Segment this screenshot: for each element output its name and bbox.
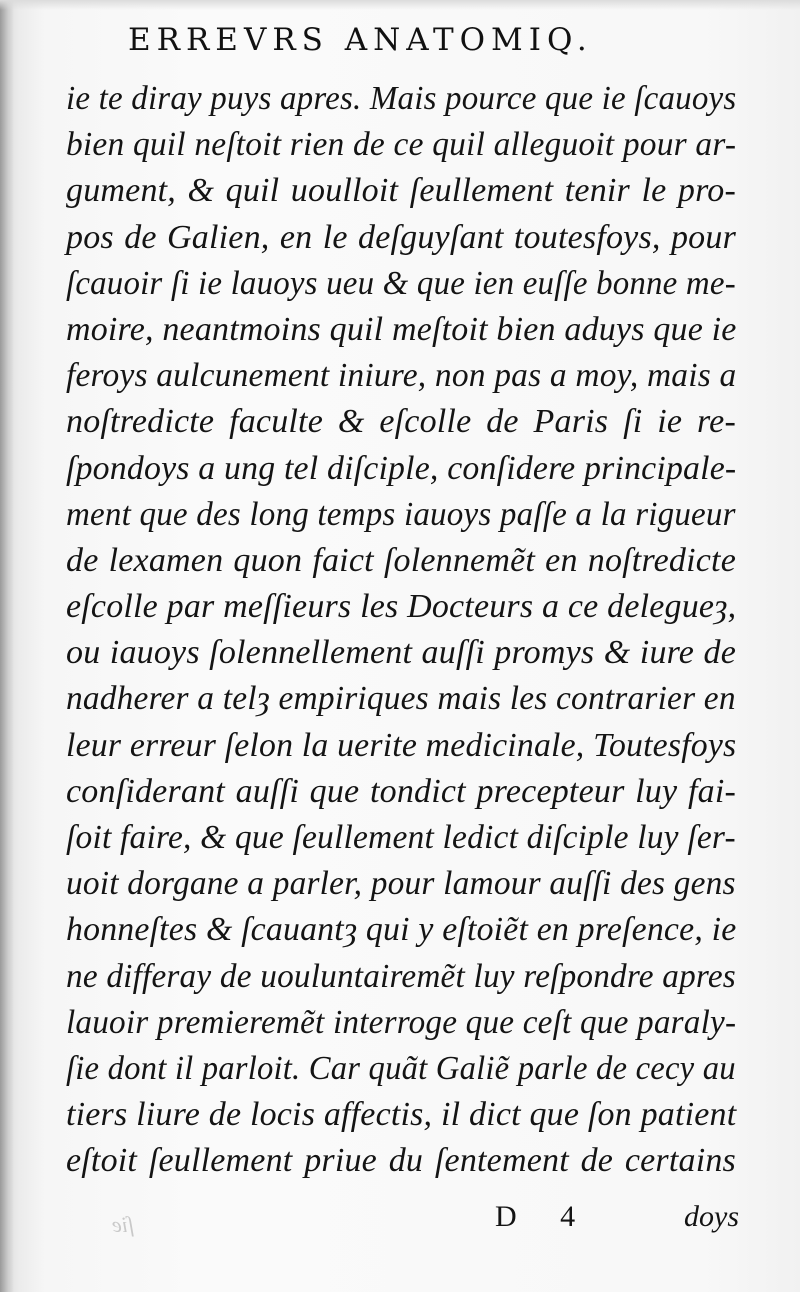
text-line: de lexamen quon faict ſolennemẽt en noſtredicte	[66, 541, 736, 579]
show-through-text: ſie	[112, 1212, 134, 1237]
text-line: gument, & quil uoulloit ſeullement tenir le pro-	[66, 172, 736, 210]
text-line: ſoit faire, & que ſeullement ledict diſciple luy ſer-	[66, 819, 736, 856]
text-line: feroys aulcunement iniure, non pas a moy, mais a	[66, 357, 737, 395]
text-line: uoit dorgane a parler, pour lamour auſſi des gens	[66, 865, 736, 903]
text-line: conſiderant auſſi que tondict precepteur luy fai-	[66, 772, 736, 810]
page-gutter-shadow	[0, 0, 14, 1292]
text-line: ne differay de uouluntairemẽt luy reſpondre apres	[66, 957, 736, 995]
text-line: bien quil neſtoit rien de ce quil alleguoit pour ar-	[66, 126, 737, 164]
text-line: ie te diray puys apres. Mais pource que ie ſcauoys	[66, 80, 737, 117]
body-text	[66, 76, 736, 1185]
page-top-edge	[0, 0, 800, 10]
text-line: ſie dont il parloit. Car quãt Galiẽ parle de cecy au	[66, 1049, 736, 1087]
text-line: tiers liure de locis affectis, il dict que ſon patient	[66, 1096, 737, 1134]
catchword: doys	[684, 1200, 739, 1233]
text-line: ou iauoys ſolennellement auſſi promys & iure de	[66, 634, 736, 672]
running-title: ERREVRS ANATOMIQ.	[128, 22, 593, 58]
text-line: leur erreur ſelon la uerite medicinale, Toutesfoys	[66, 726, 737, 764]
text-line: noſtredicte faculte & eſcolle de Paris ſi ie re-	[66, 403, 736, 441]
signature-mark: D 4	[495, 1200, 594, 1233]
text-line: ſcauoir ſi ie lauoys ueu & que ien euſſe bonne me-	[66, 264, 736, 302]
text-line: eſcolle par meſſieurs les Docteurs a ce delegueȝ,	[66, 588, 737, 626]
text-line: ment que des long temps iauoys paſſe a la rigueur	[66, 495, 736, 533]
text-line: ſpondoys a ung tel diſciple, conſidere principale-	[66, 449, 737, 487]
text-line: pos de Galien, en le deſguyſant toutesfoys, pour	[66, 218, 736, 256]
text-line: moire, neantmoins quil meſtoit bien aduys que ie	[66, 310, 737, 348]
text-line: nadherer a telȝ empiriques mais les contrarier en	[66, 680, 736, 718]
page-footer	[0, 1200, 800, 1240]
text-line: lauoir premieremẽt interroge que ceſt que paraly-	[66, 1003, 737, 1041]
text-line: eſtoit ſeullement priue du ſentement de certains	[66, 1142, 736, 1180]
text-line: honneſtes & ſcauantȝ qui y eſtoiẽt en preſence, ie	[66, 911, 737, 949]
